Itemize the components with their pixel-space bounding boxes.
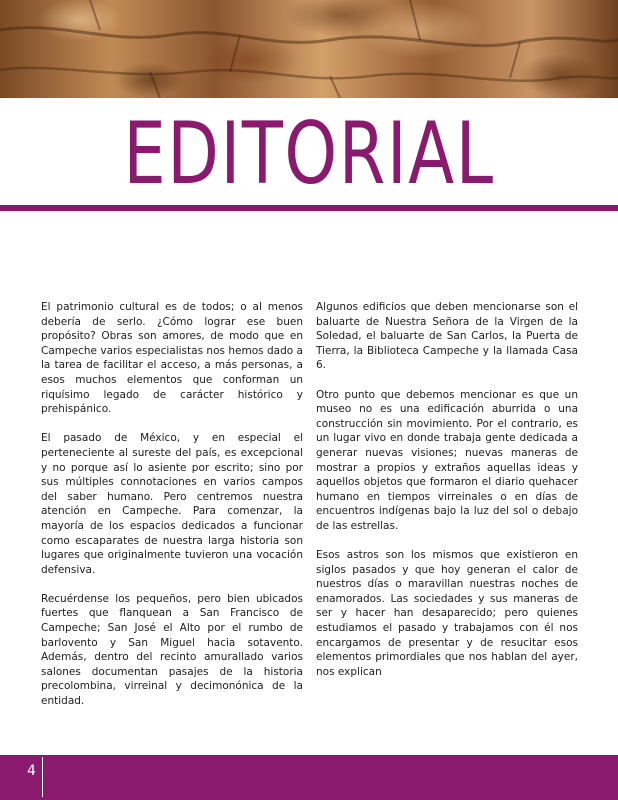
page-title: EDITORIAL <box>123 104 495 204</box>
article-paragraph: El patrimonio cultural es de todos; o al menos debería de serlo. ¿Cómo lograr ese buen propósito? Obras son amores, de modo que en Campeche varios especialistas nos hemos dado a la tarea de facilitar el acceso, a más personas, a esos muchos elementos que conforman un riquísimo legado de carácter histórico y prehispánico. <box>41 301 303 416</box>
article-paragraph: El pasado de México, y en especial el perteneciente al sureste del país, es excepcional y no porque así lo asiente por escrito; sino por sus múltiples connotaciones en varios campos del saber humano. Pero centremos nuestra atención en Campeche. Para comenzar, la mayoría de los espacios dedicados a funcionar como escaparates de nuestra larga historia son lugares que originalmente tuvieron una vocación defensiva. <box>41 432 303 576</box>
page-number: 4 <box>27 763 36 779</box>
article-paragraph: Recuérdense los pequeños, pero bien ubicados fuertes que flanquean a San Francisco de Campeche; San José el Alto por el rumbo de barlovento y San Miguel hacia sotavento. Además, dentro del recinto amurallado varios salones documentan pasajes de la historia precolombina, virreinal y decimonónica de la entidad. <box>41 592 303 708</box>
stone-texture-banner <box>0 0 618 98</box>
article-column-left <box>41 300 303 723</box>
article-column-right <box>316 300 578 694</box>
article-paragraph: Algunos edificios que deben mencionarse son el baluarte de Nuestra Señora de la Virgen de la Soledad, el baluarte de San Carlos, la Puerta de Tierra, la Biblioteca Campeche y la llamada Casa 6. <box>316 301 578 372</box>
article-paragraph: Otro punto que debemos mencionar es que un museo no es una edificación aburrida o una construcción sin movimiento. Por el contrario, es un lugar vivo en donde trabaja gente dedicada a generar nuevas visiones; nuevas maneras de mostrar a propios y extraños aquellas ideas y aquellos objetos que formaron el diario quehacer humano en tiempos virreinales o en días de encuentros indígenas bajo la luz del sol o debajo de las estrellas. <box>316 388 578 532</box>
stone-texture-image <box>0 0 618 98</box>
footer-bar <box>0 755 618 800</box>
footer-divider <box>42 757 43 797</box>
article-paragraph: Esos astros son los mismos que existieron en siglos pasados y que hoy generan el calor de nuestros días o maravillan nuestras noches de enamorados. Las sociedades y sus maneras de ser y hacer han desaparecido; pero quienes estudiamos el pasado y trabajamos con él nos encargamos de presentar y de resucitar esos elementos primordiales que nos hablan del ayer, nos explican <box>316 549 578 678</box>
title-divider <box>0 205 618 211</box>
